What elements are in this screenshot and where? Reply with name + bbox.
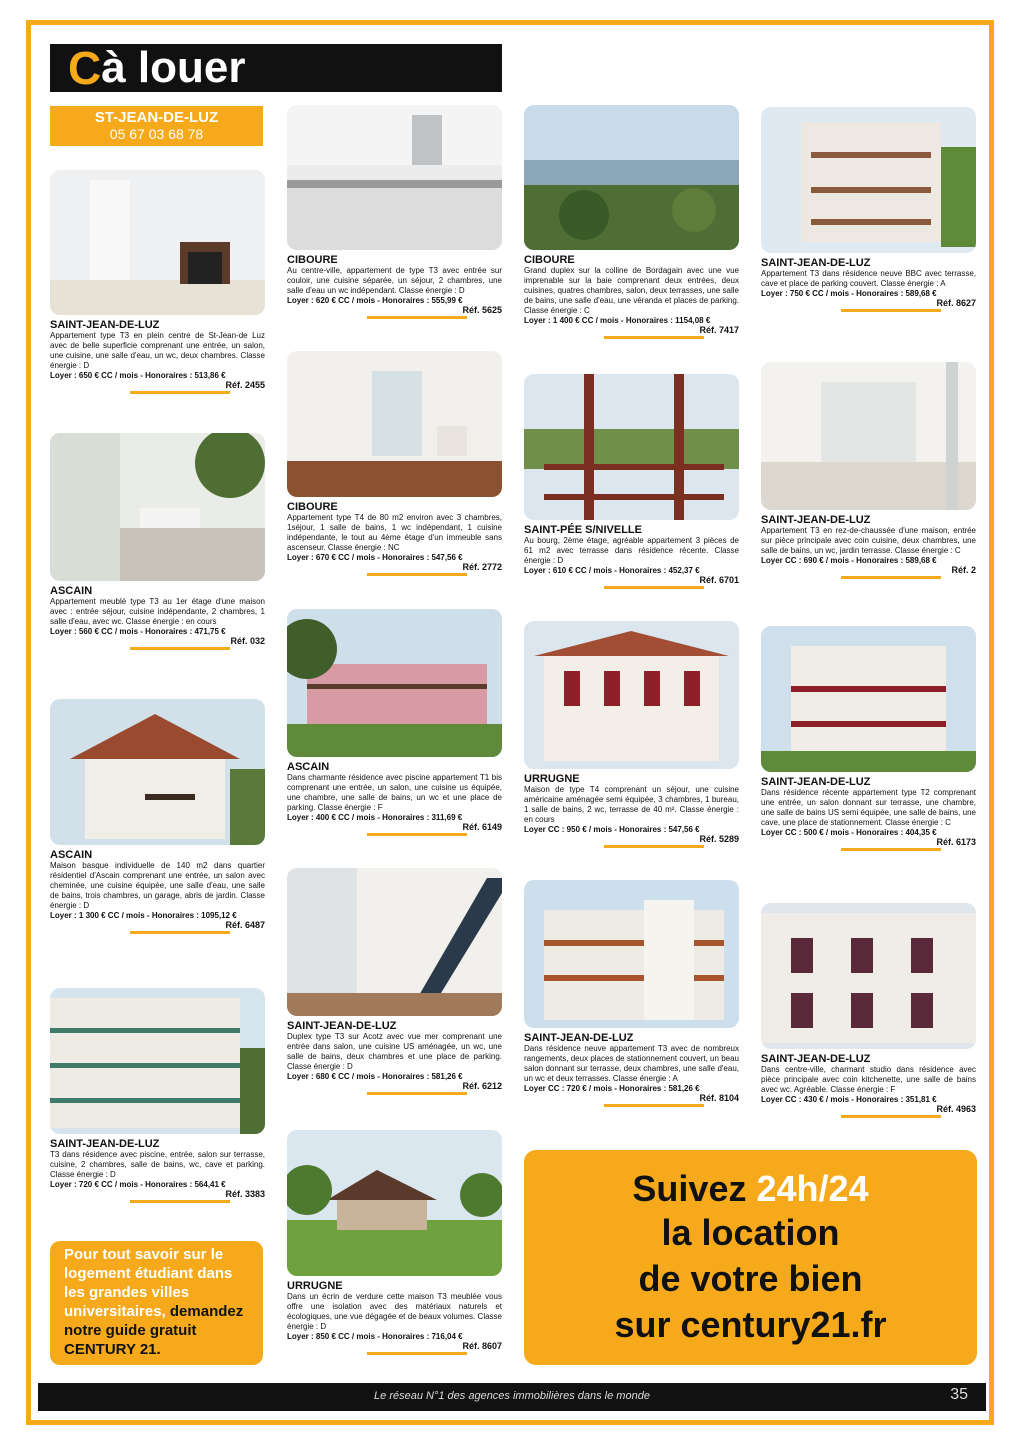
listing-description: T3 dans résidence avec piscine, entrée, salon sur terrasse, cuisine, 2 chambres, salle de bains, wc, cave et parking. Classe énergie : D xyxy=(50,1150,265,1179)
listing-description: Appartement type T3 en plein centre de St-Jean-de Luz avec de belle superficie comprenant une entrée, un salon, une cuisine, une salle d'eau, un wc, deux chambres. Classe énergie : D xyxy=(50,331,265,370)
listing-card[interactable] xyxy=(761,626,976,851)
listing-title: SAINT-JEAN-DE-LUZ xyxy=(50,319,160,331)
listing-photo xyxy=(287,351,502,497)
listing-photo xyxy=(50,433,265,581)
listing-card[interactable] xyxy=(524,105,739,339)
divider xyxy=(130,647,230,650)
listing-ref: Réf. 6487 xyxy=(225,920,265,930)
listing-card[interactable] xyxy=(761,903,976,1118)
listing-card[interactable] xyxy=(287,105,502,319)
listing-card[interactable] xyxy=(50,433,265,650)
listing-title: SAINT-JEAN-DE-LUZ xyxy=(761,257,871,269)
listing-card[interactable] xyxy=(50,170,265,394)
listing-price: Loyer : 750 € CC / mois - Honoraires : 589,68 € xyxy=(761,289,937,298)
listing-photo xyxy=(524,880,739,1028)
listing-card[interactable] xyxy=(761,107,976,312)
listing-price: Loyer : 670 € CC / mois - Honoraires : 547,56 € xyxy=(287,553,463,562)
page-number: 35 xyxy=(950,1386,968,1403)
listing-ref: Réf. 2 xyxy=(951,565,976,575)
listing-price: Loyer : 610 € CC / mois - Honoraires : 452,37 € xyxy=(524,566,700,575)
listing-price: Loyer : 620 € CC / mois - Honoraires : 555,99 € xyxy=(287,296,463,305)
listing-price: Loyer : 1 300 € CC / mois - Honoraires : 1095,12 € xyxy=(50,911,237,920)
listing-title: SAINT-JEAN-DE-LUZ xyxy=(50,1138,160,1150)
title-initial: C xyxy=(68,42,102,94)
listing-photo xyxy=(761,362,976,510)
listing-title: SAINT-JEAN-DE-LUZ xyxy=(761,514,871,526)
listing-price: Loyer : 1 400 € CC / mois - Honoraires : 1154,08 € xyxy=(524,316,711,325)
divider xyxy=(130,391,230,394)
listing-price: Loyer : 560 € CC / mois - Honoraires : 471,75 € xyxy=(50,627,226,636)
listing-card[interactable] xyxy=(287,868,502,1095)
listing-title: CIBOURE xyxy=(524,254,575,266)
listing-title: CIBOURE xyxy=(287,254,338,266)
promo-line-1 xyxy=(524,1168,977,1210)
listing-card[interactable] xyxy=(287,1130,502,1355)
agency-box xyxy=(50,106,263,146)
listing-card[interactable] xyxy=(524,880,739,1107)
divider xyxy=(841,848,941,851)
listing-price: Loyer : 720 € CC / mois - Honoraires : 564,41 € xyxy=(50,1180,226,1189)
listing-title: URRUGNE xyxy=(524,773,580,785)
listing-description: Dans centre-ville, charmant studio dans résidence avec pièce principale avec coin kitchenette, une salle de bains avec wc. Agréable. Classe énergie : F xyxy=(761,1065,976,1094)
agency-city: ST-JEAN-DE-LUZ xyxy=(94,109,219,126)
divider xyxy=(841,309,941,312)
divider xyxy=(841,1115,941,1118)
listing-description: Appartement T3 en rez-de-chaussée d'une maison, entrée sur pièce principale avec coin cuisine, deux chambres, une salle de bains, un wc, jardin terrasse. Classe énergie : C xyxy=(761,526,976,555)
listing-photo xyxy=(287,868,502,1016)
listing-ref: Réf. 5625 xyxy=(462,305,502,315)
listing-price: Loyer CC : 430 € / mois - Honoraires : 351,81 € xyxy=(761,1095,937,1104)
listing-card[interactable] xyxy=(524,374,739,589)
listing-ref: Réf. 7417 xyxy=(699,325,739,335)
listing-description: Dans résidence récente appartement type T2 comprenant une entrée, un salon donnant sur terrasse, une chambre, une salle de bains US semi équipée, une salle de bains, une cave, une place de stationnement. Classe énergie : C xyxy=(761,788,976,827)
listing-photo xyxy=(50,988,265,1134)
listing-ref: Réf. 8607 xyxy=(462,1341,502,1351)
listing-ref: Réf. 032 xyxy=(230,636,265,646)
listing-title: ASCAIN xyxy=(50,585,93,597)
listing-title: ASCAIN xyxy=(287,761,330,773)
listing-photo xyxy=(50,699,265,845)
divider xyxy=(367,573,467,576)
listing-ref: Réf. 6173 xyxy=(936,837,976,847)
listing-description: Appartement T3 dans résidence neuve BBC avec terrasse, cave et place de parking couvert. Classe énergie : A xyxy=(761,269,976,288)
listing-title: URRUGNE xyxy=(287,1280,343,1292)
listing-description: Dans un écrin de verdure cette maison T3 meublée vous offre une isolation avec des matériaux naturels et écologiques, une vue dégagée et de beaux volumes. Classe énergie : D xyxy=(287,1292,502,1331)
listing-description: Dans charmante résidence avec piscine appartement T1 bis comprenant une entrée, un salon, une cuisine us équipée, une chambre, une salle de bains, un wc et une place de parking. Classe énergie : F xyxy=(287,773,502,812)
student-guide-cta: demandez notre guide gratuit CENTURY 21. xyxy=(64,1303,244,1358)
listing-photo xyxy=(524,621,739,769)
listing-description: Appartement meublé type T3 au 1er étage d'une maison avec : entrée séjour, cuisine indépendante, 2 chambres, 1 salle d'eau, avec wc. Classe énergie : en cours xyxy=(50,597,265,626)
listing-photo xyxy=(287,609,502,757)
listing-title: SAINT-PÉE S/NIVELLE xyxy=(524,524,642,536)
listing-price: Loyer CC : 950 € / mois - Honoraires : 547,56 € xyxy=(524,825,700,834)
listing-description: Dans résidence neuve appartement T3 avec de nombreux rangements, deux places de stationnement couvert, un beau salon donnant sur terrasse, deux chambres, une salle d'eau, un wc et deux terrasses. Classe énergie : A xyxy=(524,1044,739,1083)
listing-photo xyxy=(287,1130,502,1276)
listing-photo xyxy=(287,105,502,250)
listing-photo xyxy=(524,374,739,520)
listing-card[interactable] xyxy=(50,988,265,1203)
listing-ref: Réf. 8104 xyxy=(699,1093,739,1103)
listing-photo xyxy=(761,107,976,253)
listing-ref: Réf. 6701 xyxy=(699,575,739,585)
listing-card[interactable] xyxy=(50,699,265,934)
listing-price: Loyer : 850 € CC / mois - Honoraires : 716,04 € xyxy=(287,1332,463,1341)
divider xyxy=(130,1200,230,1203)
listing-ref: Réf. 4963 xyxy=(936,1104,976,1114)
listing-title: ASCAIN xyxy=(50,849,93,861)
listing-price: Loyer CC : 690 € / mois - Honoraires : 589,68 € xyxy=(761,556,937,565)
listing-description: Duplex type T3 sur Acotz avec vue mer comprenant une entrée dans salon, une cuisine US aménagée, un wc, une salle de bains, deux chambres et une place de parking. Classe énergie : D xyxy=(287,1032,502,1071)
divider xyxy=(367,833,467,836)
listing-title: SAINT-JEAN-DE-LUZ xyxy=(287,1020,397,1032)
divider xyxy=(367,316,467,319)
listing-photo xyxy=(524,105,739,250)
listing-ref: Réf. 6149 xyxy=(462,822,502,832)
listing-ref: Réf. 6212 xyxy=(462,1081,502,1091)
promo-line-1b: 24h/24 xyxy=(756,1168,869,1209)
divider xyxy=(604,845,704,848)
listing-title: SAINT-JEAN-DE-LUZ xyxy=(761,776,871,788)
promo-line-3: de votre bien xyxy=(638,1258,863,1299)
promo-link[interactable]: sur century21.fr xyxy=(614,1304,887,1345)
divider xyxy=(367,1352,467,1355)
student-guide-box[interactable] xyxy=(50,1241,263,1365)
listing-description: Appartement type T4 de 80 m2 environ avec 3 chambres, 1séjour, 1 salle de bains, 1 wc indépendant, 1 cuisine indépendante, le tout au 4ème étage d'un immeuble sans ascenseur. Classe énergie : NC xyxy=(287,513,502,552)
page-title xyxy=(50,44,502,92)
promo-line-2: la location xyxy=(661,1212,840,1253)
listing-ref: Réf. 2455 xyxy=(225,380,265,390)
listing-description: Maison basque individuelle de 140 m2 dans quartier résidentiel d'Ascain comprenant une entrée, un salon avec cheminée, une cuisine équipée, une salle d'eau, une salle de bains, trois chambres, un garage, abris de jardin. Classe énergie : D xyxy=(50,861,265,910)
listing-price: Loyer CC : 500 € / mois - Honoraires : 404,35 € xyxy=(761,828,937,837)
listing-price: Loyer : 400 € CC / mois - Honoraires : 311,69 € xyxy=(287,813,463,822)
student-guide-text: Pour tout savoir sur le logement étudiant dans les grandes villes universitaires, xyxy=(64,1246,233,1320)
agency-phone: 05 67 03 68 78 xyxy=(109,126,204,142)
listing-card[interactable] xyxy=(524,621,739,848)
listing-ref: Réf. 2772 xyxy=(462,562,502,572)
listing-title: SAINT-JEAN-DE-LUZ xyxy=(524,1032,634,1044)
promo-line-1a: Suivez xyxy=(632,1168,747,1209)
footer-slogan: Le réseau N°1 des agences immobilières dans le monde xyxy=(374,1390,650,1402)
listing-photo xyxy=(761,903,976,1049)
divider xyxy=(604,586,704,589)
footer-bar xyxy=(38,1383,986,1411)
promo-box[interactable] xyxy=(524,1150,977,1365)
listing-ref: Réf. 5289 xyxy=(699,834,739,844)
listing-price: Loyer : 680 € CC / mois - Honoraires : 581,26 € xyxy=(287,1072,463,1081)
divider xyxy=(367,1092,467,1095)
listing-price: Loyer : 650 € CC / mois - Honoraires : 513,86 € xyxy=(50,371,226,380)
listing-card[interactable] xyxy=(287,351,502,576)
listing-card[interactable] xyxy=(287,609,502,836)
divider xyxy=(841,576,941,579)
listing-description: Au centre-ville, appartement de type T3 avec entrée sur couloir, une cuisine séparée, un séjour, 2 chambres, une salle d'eau un wc indépendant. Classe énergie : D xyxy=(287,266,502,295)
listing-ref: Réf. 3383 xyxy=(225,1189,265,1199)
title-text: à louer xyxy=(101,43,246,92)
listing-photo xyxy=(761,626,976,772)
listing-description: Maison de type T4 comprenant un séjour, une cuisine américaine aménagée semi équipée, 3 chambres, 1 bureau, 1 salle de bains, 2 wc, terrasse de 40 m². Classe énergie : en cours xyxy=(524,785,739,824)
listing-title: SAINT-JEAN-DE-LUZ xyxy=(761,1053,871,1065)
divider xyxy=(604,336,704,339)
listing-description: Au bourg, 2ème étage, agréable appartement 3 pièces de 61 m2 avec terrasse dans résidence récente. Classe énergie : D xyxy=(524,536,739,565)
listing-ref: Réf. 8627 xyxy=(936,298,976,308)
divider xyxy=(604,1104,704,1107)
divider xyxy=(130,931,230,934)
listing-description: Grand duplex sur la colline de Bordagain avec une vue imprenable sur la baie comprenant deux entrées, deux cuisines, quatres chambres, salon, deux terrasses, une salle de bains, une salle d'eau, une véranda et places de parking. Classe énergie : C xyxy=(524,266,739,315)
listing-title: CIBOURE xyxy=(287,501,338,513)
listing-card[interactable] xyxy=(761,362,976,579)
listing-photo xyxy=(50,170,265,315)
listing-price: Loyer CC : 720 € / mois - Honoraires : 581,26 € xyxy=(524,1084,700,1093)
